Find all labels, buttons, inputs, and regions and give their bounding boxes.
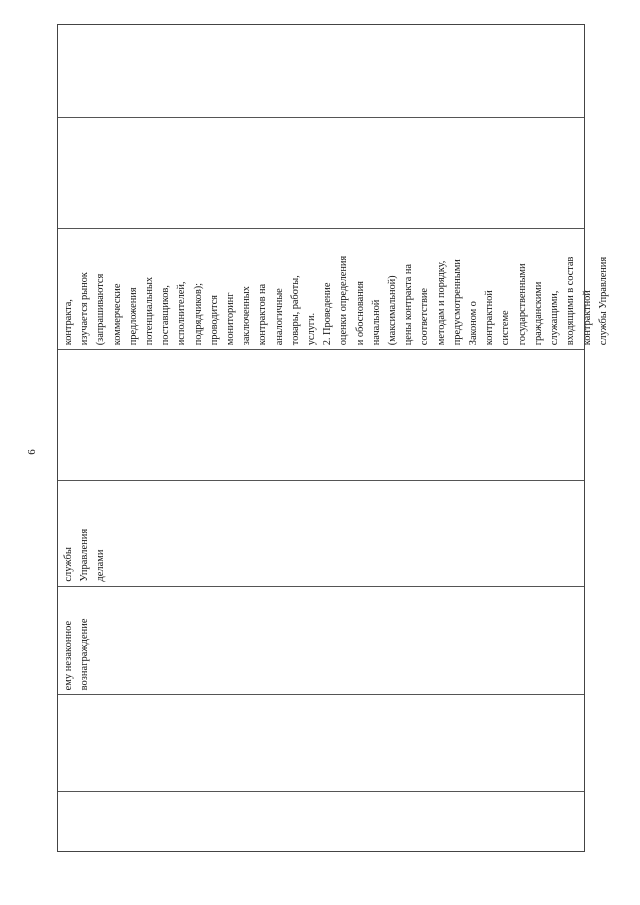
cell-text-line: служащими, xyxy=(549,290,561,346)
cell-text-line: ему незаконное xyxy=(63,620,74,691)
cell-text-line: входящими в состав xyxy=(565,256,577,346)
table-column-7 xyxy=(58,117,584,228)
cell-text-line: оценки определения xyxy=(338,255,350,346)
cell-text-line: контрактной xyxy=(484,290,496,346)
cell-text-line: методам и порядку, xyxy=(435,260,447,346)
table-column-6 xyxy=(58,228,609,350)
cell-text-line: службы xyxy=(63,547,74,582)
cell-text-line: начальной xyxy=(370,299,382,346)
page-number: 6 xyxy=(26,449,38,455)
cell-text-line: службы Управления xyxy=(597,256,609,346)
cell-text-line: вознаграждение xyxy=(79,618,91,691)
cell-text-line: потенциальных xyxy=(144,276,156,346)
cell-text-line: системе xyxy=(500,310,512,346)
cell-text-line: заключенных xyxy=(241,286,253,346)
cell-text-line: услуги. xyxy=(306,312,318,346)
table-column-8 xyxy=(58,25,584,117)
cell-text-line: 2. Проведение xyxy=(322,282,334,346)
table-column-3 xyxy=(58,586,584,695)
cell-text-line: (запрашиваются xyxy=(95,273,107,346)
rotated-table xyxy=(57,24,609,852)
cell-text-line: аналогичные xyxy=(273,288,285,346)
cell-text-line: государственными xyxy=(516,263,528,346)
cell-text-line: исполнителей, xyxy=(176,281,188,346)
cell-text-line: предложения xyxy=(127,287,139,346)
cell-text-line: цены контракта на xyxy=(403,264,415,346)
table-column-5 xyxy=(58,349,584,480)
cell-text-line: коммерческие xyxy=(111,283,123,346)
cell-text-line: и обоснования xyxy=(354,281,366,346)
cell-text-line: контракта, xyxy=(63,299,74,346)
table-column-2 xyxy=(58,694,584,791)
cell-text-line: гражданскими xyxy=(532,281,544,346)
cell-text-line: контрактной xyxy=(581,290,593,346)
cell-text-line: подрядчиков); xyxy=(192,283,204,346)
cell-text-line: проводится xyxy=(208,295,220,346)
cell-text-line: Законом о xyxy=(468,301,480,346)
cell-text-line: товары, работы, xyxy=(289,275,301,346)
cell-text-line: Управления xyxy=(79,528,91,582)
cell-text-line: предусмотренными xyxy=(451,259,463,346)
cell-text-line: контрактов на xyxy=(257,283,269,346)
table-body xyxy=(57,24,609,852)
table-column-1 xyxy=(58,791,584,851)
cell-text-line: изучается рынок xyxy=(79,272,91,346)
cell-text-line: поставщиков, xyxy=(160,285,172,346)
cell-text-line: мониторинг xyxy=(225,292,237,346)
table-column-4 xyxy=(58,480,584,586)
cell-text-line: (максимальной) xyxy=(387,275,399,346)
cell-text-line: соответствие xyxy=(419,288,431,346)
cell-text-line: делами xyxy=(95,549,107,582)
